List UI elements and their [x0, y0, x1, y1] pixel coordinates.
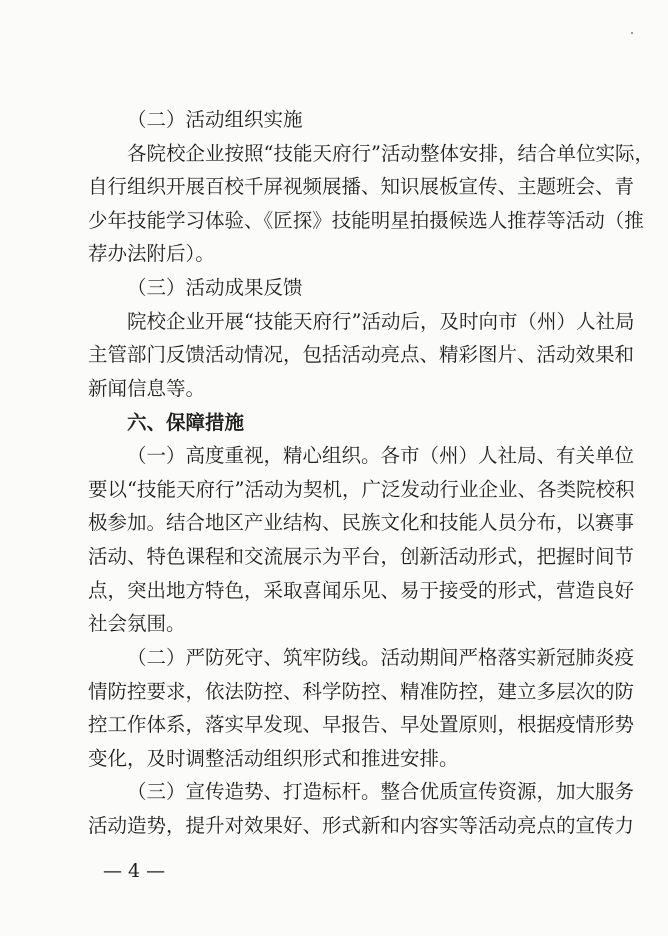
- paragraph-line: 各院校企业按照“技能天府行”活动整体安排，结合单位实际，: [127, 141, 654, 165]
- paragraph-line: 新闻信息等。: [88, 376, 206, 400]
- paragraph-line: 极参加。结合地区产业结构、民族文化和技能人员分布，以赛事: [88, 511, 635, 535]
- paragraph-line: （二）严防死守、筑牢防线。活动期间严格落实新冠肺炎疫: [127, 645, 635, 669]
- paragraph-line: 主管部门反馈活动情况，包括活动亮点、精彩图片、活动效果和: [88, 343, 635, 367]
- paragraph-line: 点，突出地方特色，采取喜闻乐见、易于接受的形式，营造良好: [88, 578, 635, 602]
- paragraph-line: 活动造势，提升对效果好、形式新和内容实等活动亮点的宣传力: [88, 814, 635, 837]
- paragraph-line: 社会氛围。: [88, 612, 186, 636]
- paragraph-line: 情防控要求，依法防控、科学防控、精准防控，建立多层次的防: [88, 679, 635, 703]
- paragraph-line: （三）宣传造势、打造标杆。整合优质宣传资源，加大服务: [127, 780, 635, 804]
- page-number: — 4 —: [103, 860, 166, 882]
- paragraph-line: 院校企业开展“技能天府行”活动后，及时向市（州）人社局: [127, 309, 635, 333]
- paragraph-line: 少年技能学习体验、《匠探》技能明星拍摄候选人推荐等活动（推: [88, 208, 644, 232]
- paragraph-line: 自行组织开展百校千屏视频展播、知识展板宣传、主题班会、青: [88, 175, 635, 199]
- paragraph-line: 变化，及时调整活动组织形式和推进安排。: [88, 746, 459, 770]
- paragraph-line: 控工作体系，落实早发现、早报告、早处置原则，根据疫情形势: [88, 713, 635, 737]
- paragraph-line: 荐办法附后）。: [88, 242, 215, 266]
- section-heading-safeguards: 六、保障措施: [127, 410, 245, 434]
- subheading-activity-organization: （二）活动组织实施: [127, 108, 303, 131]
- subheading-results-feedback: （三）活动成果反馈: [127, 276, 303, 300]
- paragraph-line: 活动、特色课程和交流展示为平台，创新活动形式，把握时间节: [88, 545, 635, 569]
- paragraph-line: 要以“技能天府行”活动为契机，广泛发动行业企业、各类院校积: [88, 477, 635, 501]
- scan-speck: [631, 32, 633, 34]
- paragraph-line: （一）高度重视，精心组织。各市（州）人社局、有关单位: [127, 444, 635, 468]
